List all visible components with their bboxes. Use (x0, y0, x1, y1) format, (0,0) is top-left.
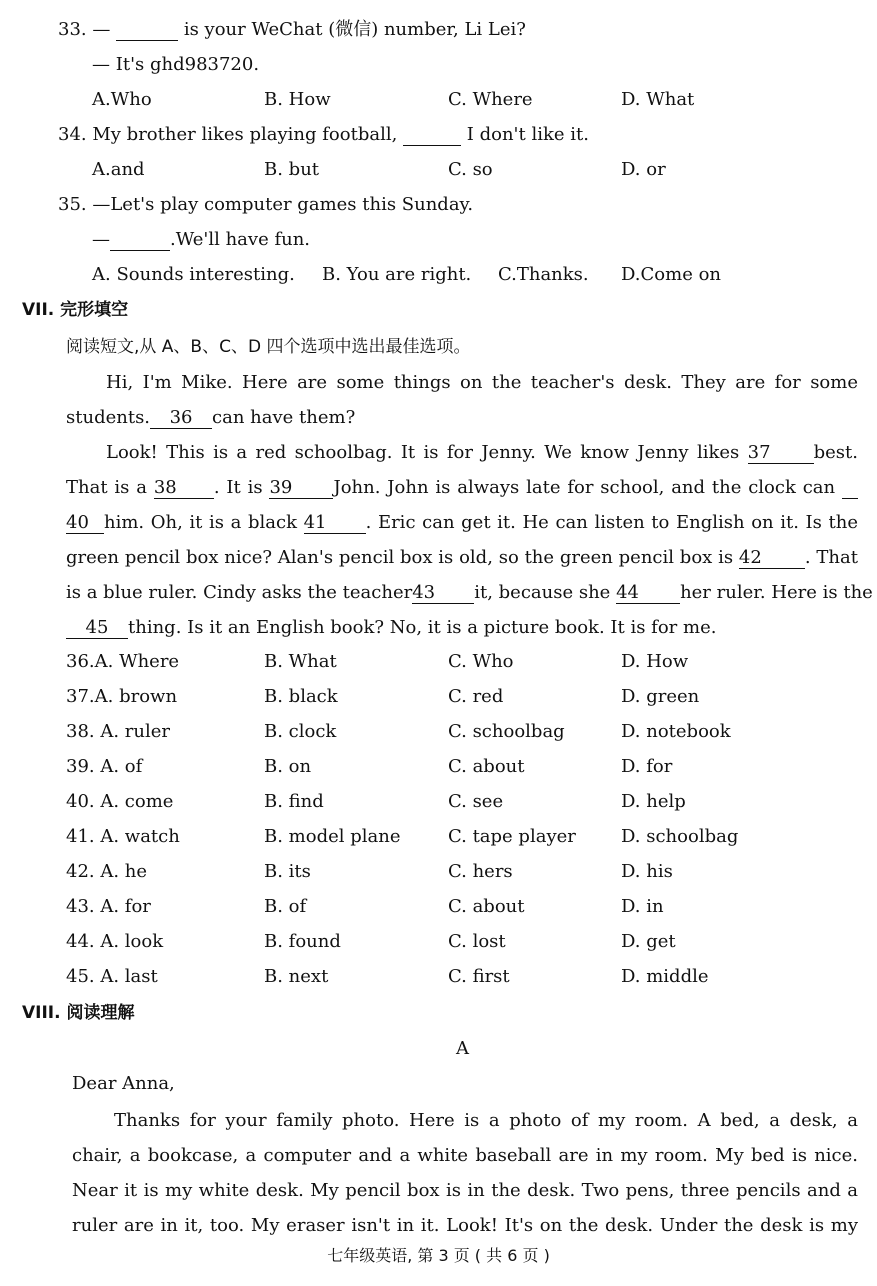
cloze-q38-option-c[interactable]: C. schoolbag (448, 721, 565, 742)
cloze-q37-option-b[interactable]: B. black (264, 686, 338, 707)
blank-42[interactable]: 42 (739, 548, 805, 569)
q33-option-c[interactable]: C. Where (448, 89, 533, 110)
passage-line: 40 him. Oh, it is a black 41 . Eric can get it. He can listen to English on it. Is the (66, 512, 858, 533)
cloze-q41-option-c[interactable]: C. tape player (448, 826, 576, 847)
cloze-q44-option-d[interactable]: D. get (621, 931, 676, 952)
cloze-q41-option-b[interactable]: B. model plane (264, 826, 401, 847)
cloze-q45-option-b[interactable]: B. next (264, 966, 329, 987)
cloze-q37-option-d[interactable]: D. green (621, 686, 700, 707)
q34-blank[interactable] (403, 125, 461, 146)
q35-blank[interactable] (110, 230, 170, 251)
cloze-q39-option-c[interactable]: C. about (448, 756, 525, 777)
letter-salutation: Dear Anna, (72, 1073, 175, 1094)
q33-reply: — It's ghd983720. (92, 54, 260, 75)
q34-option-c[interactable]: C. so (448, 159, 493, 180)
cloze-q36-option-c[interactable]: C. Who (448, 651, 514, 672)
cloze-q41-option-a[interactable]: 41. A. watch (66, 826, 180, 847)
q35-option-a[interactable]: A. Sounds interesting. (92, 264, 295, 285)
passage-line: Thanks for your family photo. Here is a photo of my room. A bed, a desk, a (114, 1110, 858, 1131)
cloze-q37-option-a[interactable]: 37.A. brown (66, 686, 178, 707)
cloze-q43-option-a[interactable]: 43. A. for (66, 896, 151, 917)
cloze-q40-option-b[interactable]: B. find (264, 791, 324, 812)
blank-40[interactable]: 40 (66, 513, 104, 534)
passage-label: A (456, 1038, 469, 1059)
cloze-q45-option-a[interactable]: 45. A. last (66, 966, 158, 987)
cloze-q42-option-d[interactable]: D. his (621, 861, 673, 882)
passage-line: Hi, I'm Mike. Here are some things on the teacher's desk. They are for some (106, 372, 858, 393)
passage-line: Look! This is a red schoolbag. It is for Jenny. We know Jenny likes 37 best. (106, 442, 858, 463)
passage-line: ruler are in it, too. My eraser isn't in it. Look! It's on the desk. Under the desk is my (72, 1215, 858, 1236)
q34-option-b[interactable]: B. but (264, 159, 320, 180)
cloze-q39-option-a[interactable]: 39. A. of (66, 756, 143, 777)
passage-line: 45 thing. Is it an English book? No, it is a picture book. It is for me. (66, 610, 858, 645)
cloze-q37-option-c[interactable]: C. red (448, 686, 504, 707)
blank-36[interactable]: 36 (150, 408, 212, 429)
cloze-passage (66, 365, 873, 645)
blank-38[interactable]: 38 (154, 478, 214, 499)
blank-45[interactable]: 45 (66, 618, 128, 639)
cloze-q38-option-d[interactable]: D. notebook (621, 721, 731, 742)
cloze-q44-option-c[interactable]: C. lost (448, 931, 506, 952)
cloze-q44-option-a[interactable]: 44. A. look (66, 931, 164, 952)
q34-stem: 34. My brother likes playing football, I don't like it. (58, 124, 589, 145)
blank-41[interactable]: 41 (304, 513, 366, 534)
passage-line: green pencil box nice? Alan's pencil box is old, so the green pencil box is 42 . That (66, 547, 858, 568)
cloze-q42-option-b[interactable]: B. its (264, 861, 311, 882)
q35-reply: — .We'll have fun. (92, 229, 311, 250)
passage-line: students. 36 can have them? (66, 407, 356, 428)
blank-43[interactable]: 43 (412, 583, 474, 604)
cloze-q40-option-a[interactable]: 40. A. come (66, 791, 174, 812)
passage-line: chair, a bookcase, a computer and a white baseball are in my room. My bed is nice. (72, 1145, 858, 1166)
section-7-title: VII. 完形填空 (22, 300, 129, 320)
cloze-q42-option-a[interactable]: 42. A. he (66, 861, 148, 882)
passage-line: is a blue ruler. Cindy asks the teacher43 it, because she 44 her ruler. Here is the (66, 582, 873, 603)
cloze-q43-option-c[interactable]: C. about (448, 896, 525, 917)
blank-44[interactable]: 44 (616, 583, 680, 604)
q35-option-b[interactable]: B. You are right. (322, 264, 472, 285)
passage-line: That is a 38 . It is 39 John. John is always late for school, and the clock can (66, 470, 858, 505)
cloze-q45-option-c[interactable]: C. first (448, 966, 510, 987)
cloze-q36-option-d[interactable]: D. How (621, 651, 689, 672)
cloze-q36-option-b[interactable]: B. What (264, 651, 337, 672)
cloze-q39-option-b[interactable]: B. on (264, 756, 312, 777)
cloze-q43-option-b[interactable]: B. of (264, 896, 307, 917)
cloze-q38-option-a[interactable]: 38. A. ruler (66, 721, 171, 742)
cloze-q40-option-c[interactable]: C. see (448, 791, 504, 812)
section-7-instruction: 阅读短文,从 A、B、C、D 四个选项中选出最佳选项。 (66, 337, 471, 357)
cloze-q44-option-b[interactable]: B. found (264, 931, 341, 952)
q33-stem: 33. — is your WeChat (微信) number, Li Lei? (58, 19, 526, 40)
q33-option-b[interactable]: B. How (264, 89, 331, 110)
q33-blank[interactable] (116, 20, 178, 41)
q34-option-d[interactable]: D. or (621, 159, 666, 180)
cloze-q45-option-d[interactable]: D. middle (621, 966, 709, 987)
passage-line: Near it is my white desk. My pencil box is in the desk. Two pens, three pencils and a (72, 1180, 858, 1201)
cloze-q42-option-c[interactable]: C. hers (448, 861, 513, 882)
blank-37[interactable]: 37 (748, 443, 814, 464)
cloze-q36-option-a[interactable]: 36.A. Where (66, 651, 180, 672)
cloze-q43-option-d[interactable]: D. in (621, 896, 664, 917)
q34-option-a[interactable]: A.and (92, 159, 145, 180)
q35-stem: 35. —Let's play computer games this Sunday. (58, 194, 474, 215)
blank-39[interactable]: 39 (269, 478, 333, 499)
q35-option-d[interactable]: D.Come on (621, 264, 721, 285)
q33-option-a[interactable]: A.Who (92, 89, 152, 110)
q35-option-c[interactable]: C.Thanks. (498, 264, 589, 285)
page-footer: 七年级英语, 第 3 页 ( 共 6 页 ) (327, 1246, 550, 1265)
q33-option-d[interactable]: D. What (621, 89, 695, 110)
cloze-q40-option-d[interactable]: D. help (621, 791, 686, 812)
cloze-q38-option-b[interactable]: B. clock (264, 721, 337, 742)
cloze-q39-option-d[interactable]: D. for (621, 756, 673, 777)
reading-passage (72, 1103, 858, 1243)
cloze-q41-option-d[interactable]: D. schoolbag (621, 826, 739, 847)
section-8-title: VIII. 阅读理解 (22, 1003, 135, 1023)
